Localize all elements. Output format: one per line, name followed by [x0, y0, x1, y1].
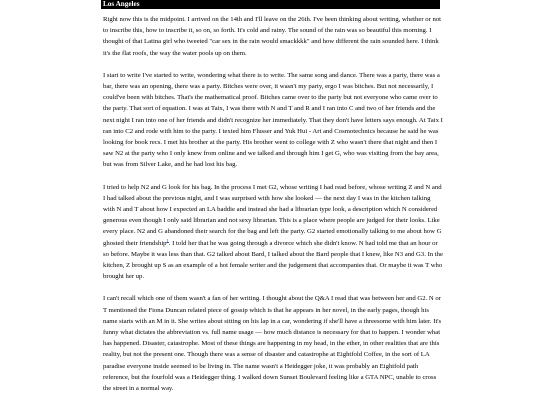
paragraph-4: I can't recall which one of them wasn't a fan of her writing. I thought about the Q&A I read that was between her and G2. N or T mentioned the Fiona Duncan related piece of gossip which is that he appears in her novel, in the early pages, though his name starts with an M in it. She writes about sitting on his lap in a car, wondering if she'll have a threesome with him later. It's funny what dictates the abbreviation vs. full name usage — how much distance is necessary for that to happen. I wonder what has happened. Disaster, catastrophe. Most of these things are happening in my head, in the ether, in other realities that are this reality, but not the present one. Though there was a sense of disaster and catastrophe at Eightfold Coffee, in the sort of LA paradise everyone inside seemed to be living in. The name wasn't a Heidegger joke, it was probably an Eightfold path reference, but the fourfold was a Heidegger thing. I walked down Sunset Boulevard feeling like a GTA NPC, unable to cross the street in a normal way.	[103, 295, 442, 393]
paragraph-1: Right now this is the midpoint. I arrived on the 14th and I'll leave on the 26th. I've been thinking about writing, whether or not to inscribe this, how to inscribe it, so on, so forth. It's cold and rainy. The sound of the rain was so beautiful this morning. I thought of that Latina girl who tweeted "car sex in the rain would smackkkk" and how different the rain sounded here. I think it's the flat roofs, the way the water pools up on them.	[103, 16, 442, 57]
article-body	[103, 14, 443, 405]
paragraph-3-text-before: I tried to help N2 and G look for his bag. In the process I met G2, whose writing I had read before, whose writing Z and N and I had talked about the previous night, and I was surprised with how she looked — the next day I was in the kitchen talking with N and T about how I expected an LA baddie and instead she had a librarian type look, a description which N considered generous even though I only said librarian and not sexy librarian. This is a place where people are judged for their looks. Like every place. N2 and G abandoned their search for the bag and left the party. G2 started emotionally talking to me about how G ghosted their friendship	[103, 183, 442, 247]
footnote-link[interactable]: 1	[166, 237, 169, 243]
page-title: Los Angeles	[101, 0, 440, 9]
paragraph-3-text-after: . I told her that he was going through a divorce which she didn't know. N had told me that an hour or so before. Maybe it was less than that. G2 talked about Bard, I talked about the Bard people that I knew, like N3 and G3. In the kitchen, Z brought up S as an example of a hot female writer and the judgement that accompanies that. Or maybe it was T who brought her up.	[103, 239, 443, 281]
paragraph-3	[103, 182, 443, 283]
paragraph-2: I start to write I've started to write, wondering what there is to write. The same song and dance. There was a party, there was a bar, there was an opening, there was a party. Bitches were over, it wasn't my party, ergo I was bitches. But not necessarily, I could've been with bitches. That's the mathematical proof. Bitches came over to the party but not everyone who came over to the party. That sort of equation. I was at Taix, I was there with N and T and R and I ran into C and two of her friends and the next night I ran into one of her friends and didn't recognize her immediately. That they don't have letters says enough. At Taix I ran into C2 and rode with him to the party. I texted him Flusser and Yuk Hui - Art and Cosmotechnics because he said he was looking for book recs. I met his brother at the party. His brother went to college with Z who wasn't there that night and then I saw N2 at the party who I only knew from online and we talked and through him I get G, who was visiting from the bay area, but was from Silver Lake, and he had lost his bag.	[103, 71, 443, 169]
